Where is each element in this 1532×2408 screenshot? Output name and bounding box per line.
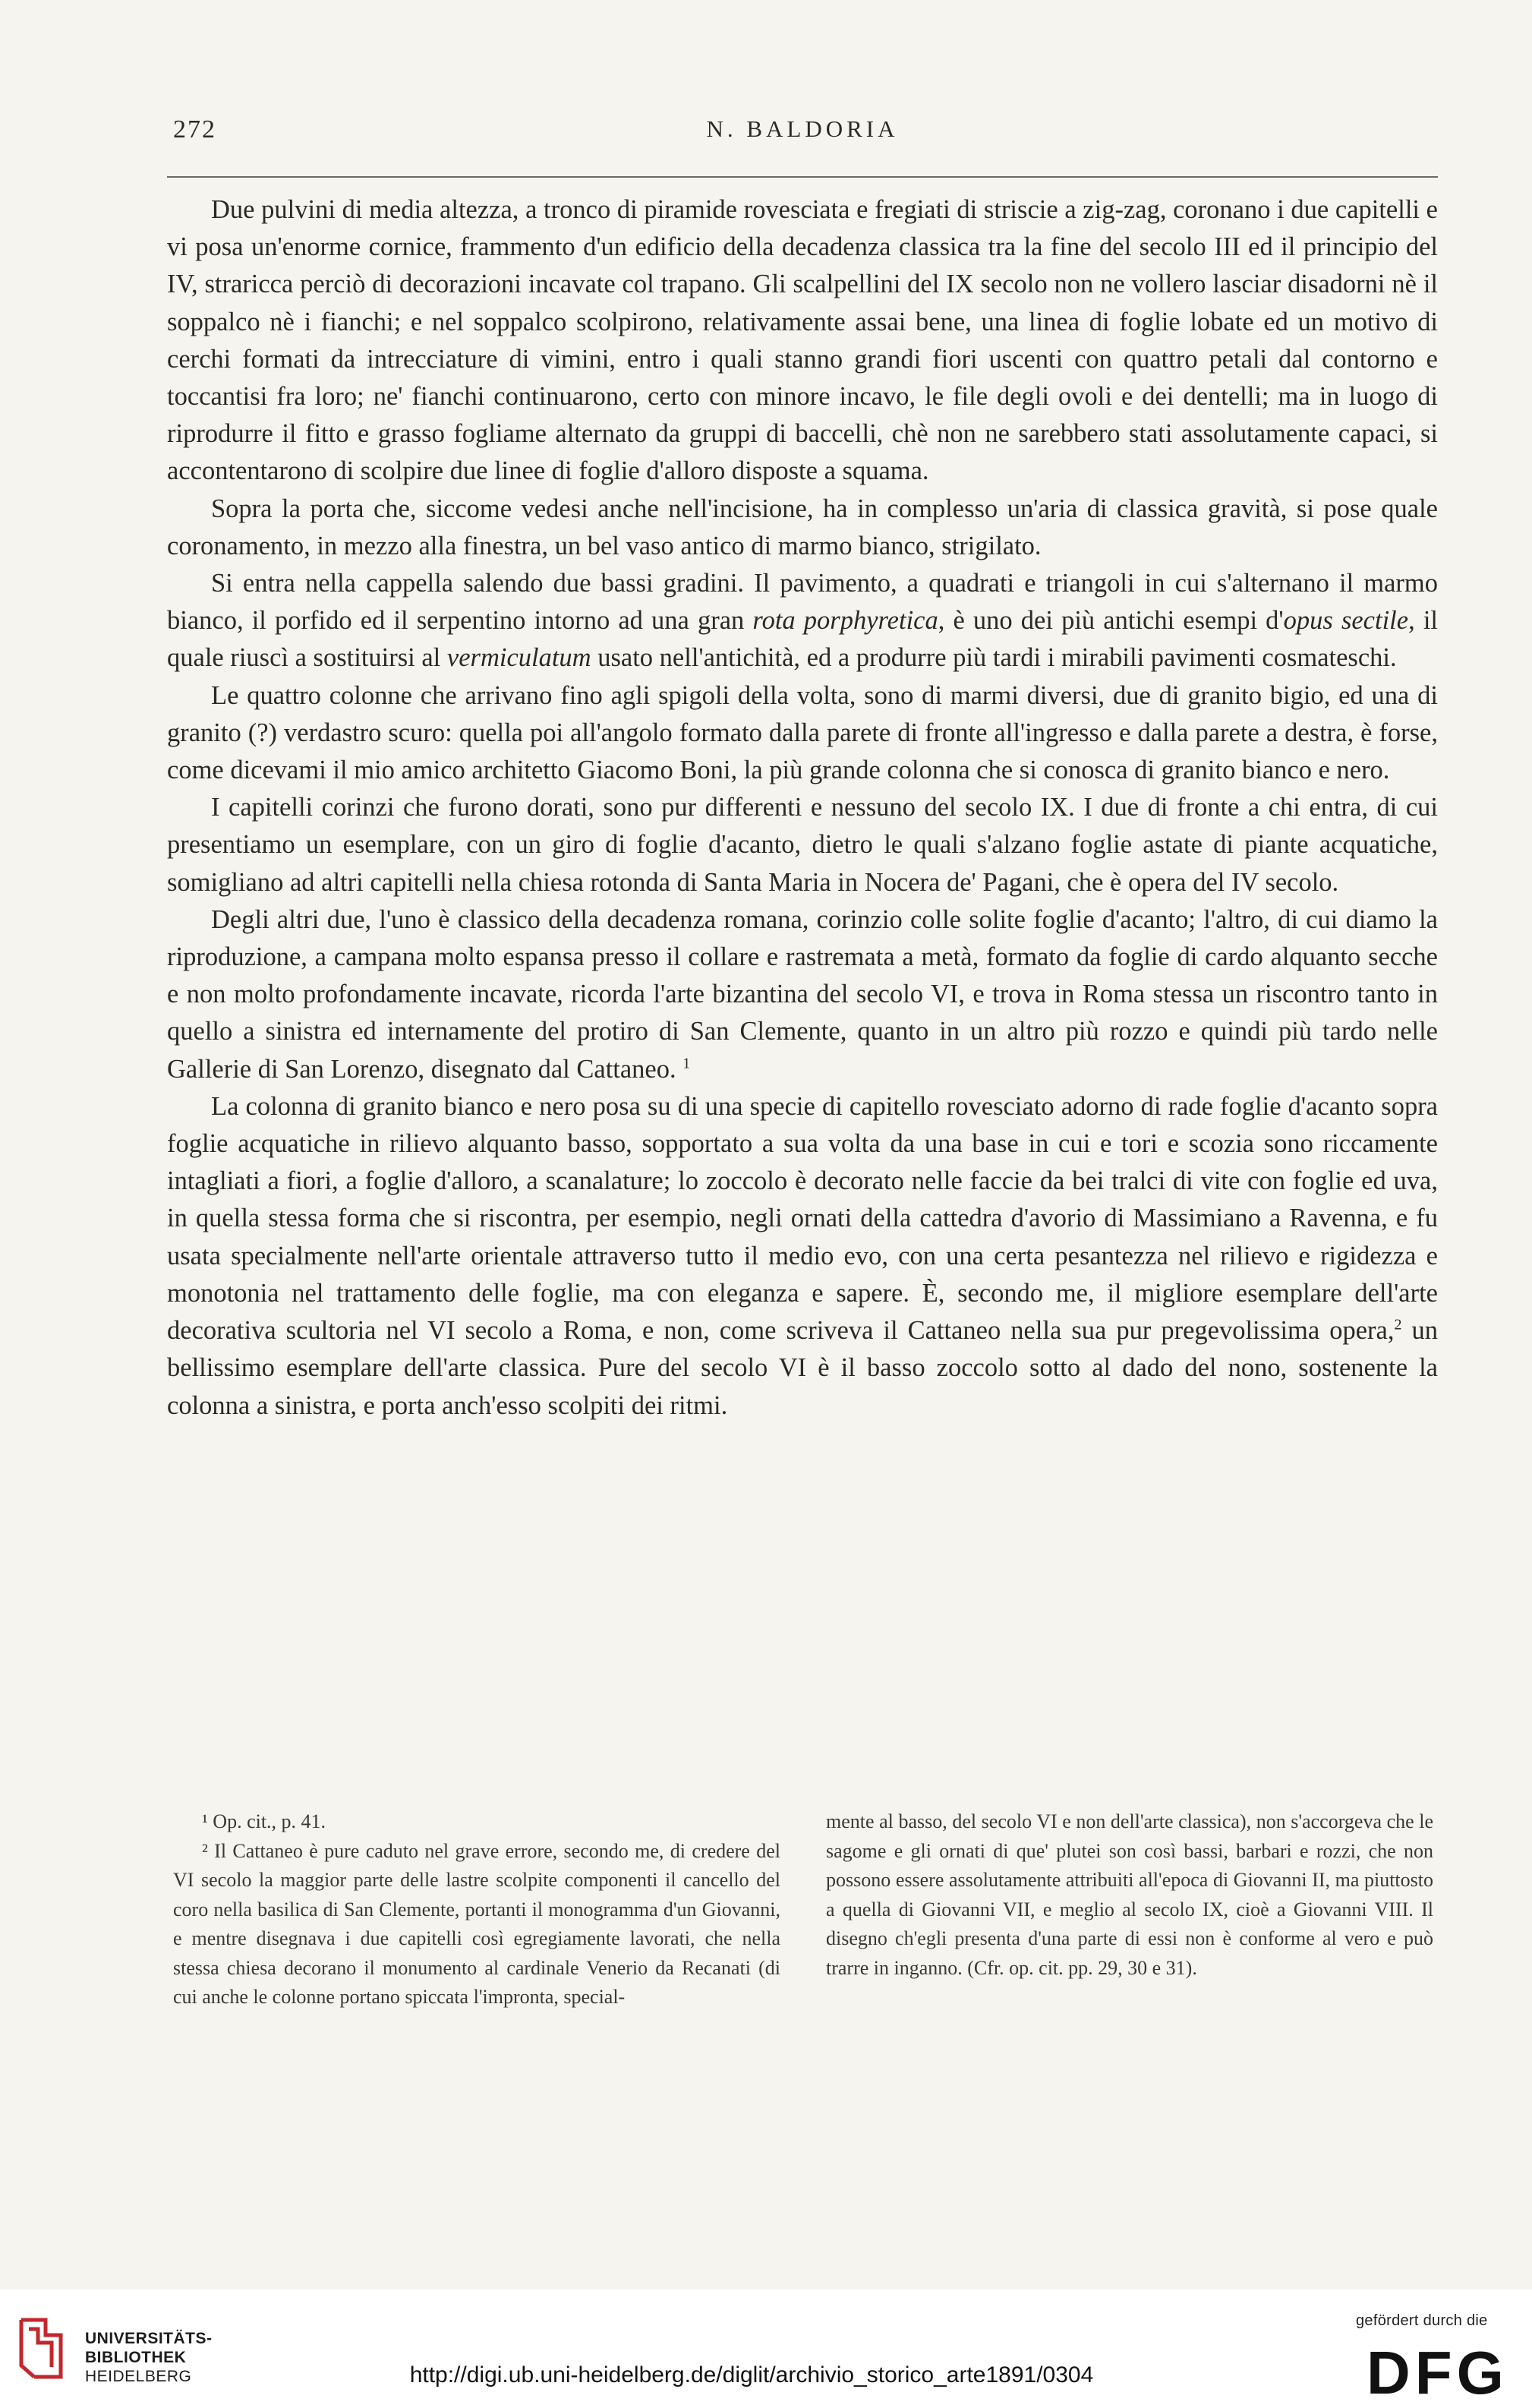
funding-note: gefördert durch die xyxy=(1356,2312,1488,2329)
dfg-logo: DFG xyxy=(1367,2339,1508,2406)
footnotes xyxy=(167,1807,1438,2126)
running-header xyxy=(167,115,1438,153)
paragraph-5: I capitelli corinzi che furono dorati, sono pur differenti e nessuno del secolo IX. I due di fronte a chi entra, di cui presentiamo un esemplare, con un giro di foglie d'acanto, dietro le quali s'alzano foglie astate di piante acquatiche, somigliano ad altri capitelli nella chiesa rotonda di Santa Maria in Nocera de' Pagani, che è opera del IV secolo. xyxy=(167,793,1438,897)
footnote-ref[interactable]: 2 xyxy=(1394,1316,1402,1333)
library-name xyxy=(85,2329,213,2386)
header-rule xyxy=(167,176,1438,178)
viewer-footer xyxy=(0,2290,1532,2408)
paragraph-3 xyxy=(167,565,1438,677)
text-run: un bellissimo esemplare dell'arte classica. Pure del secolo VI è il basso zoccolo sotto al dado del nono, sostenente la colonna a sinistra, e porta anch'esso scolpiti dei ritmi. xyxy=(167,1316,1438,1420)
text-run: , il quale riuscì a sostituirsi al xyxy=(167,606,1439,673)
text-run: , è uno dei più antichi esempi d' xyxy=(938,606,1284,636)
paragraph-6 xyxy=(167,901,1438,1088)
library-line-2: BIBLIOTHEK xyxy=(85,2349,187,2366)
running-title: N. BALDORIA xyxy=(706,115,899,142)
library-line-1: UNIVERSITÄTS- xyxy=(85,2330,213,2347)
text-run: Si entra nella cappella salendo due bassi gradini. Il pavimento, a quadrati e triangoli in cui s'alternano il marmo bianco, il porfido ed il serpentino intorno ad una gran xyxy=(167,569,1438,636)
university-library-logo-icon xyxy=(15,2312,68,2384)
footnote-1: ¹ Op. cit., p. 41. xyxy=(202,1810,326,1832)
footnotes-right-column xyxy=(826,1807,1433,1983)
paragraph-2: Sopra la porta che, siccome vedesi anche nell'incisione, ha in complesso un'aria di classica gravità, si pose quale coronamento, in mezzo alla finestra, un bel vaso antico di marmo bianco, strigilato. xyxy=(167,494,1438,560)
main-text xyxy=(167,191,1438,1425)
text-run: usato nell'antichità, ed a produrre più tardi i mirabili pavimenti cosmateschi. xyxy=(591,643,1397,673)
footnotes-left-column xyxy=(173,1807,780,2012)
paragraph-4: Le quattro colonne che arrivano fino agli spigoli della volta, sono di marmi diversi, due di granito bigio, ed una di granito (?) verdastro scuro: quella poi all'angolo formato dalla parete di fronte all'ingresso e dalla parete a destra, è forse, come dicevami il mio amico architetto Giacomo Boni, la più grande colonna che si conosca di granito bianco e nero. xyxy=(167,680,1438,785)
footnote-2-continued: mente al basso, del secolo VI e non dell'arte classica), non s'accorgeva che le sagome e gli ornati di que' plutei son così bassi, barbari e rozzi, che non possono essere assolutamente attribuiti all'epoca di Giovanni II, ma piuttosto a quella di Giovanni VII, e meglio al secolo IX, cioè a Giovanni VIII. Il disegno ch'egli presenta d'una parte di essi non è conforme al vero e può trarre in inganno. (Cfr. op. cit. pp. 29, 30 e 31). xyxy=(826,1810,1433,1979)
permalink[interactable]: http://digi.ub.uni-heidelberg.de/diglit/archivio_storico_arte1891/0304 xyxy=(409,2362,1094,2387)
library-line-3: HEIDELBERG xyxy=(85,2368,192,2385)
footnote-2: ² Il Cattaneo è pure caduto nel grave errore, secondo me, di credere del VI secolo la maggior parte delle lastre scolpite componenti il cancello del coro nella basilica di San Clemente, portanti il monogramma d'un Giovanni, e mentre disegnava i due capitelli così egregiamente lavorati, che nella stessa chiesa decorano il monumento al cardinale Venerio da Recanati (di cui anche le colonne portano spiccata l'impronta, special- xyxy=(173,1839,780,2008)
italic-term: rota porphyretica xyxy=(752,606,938,636)
italic-term: opus sectile xyxy=(1283,606,1409,636)
footnote-ref[interactable]: 1 xyxy=(682,1055,691,1072)
page-number: 272 xyxy=(173,115,216,144)
text-run: La colonna di granito bianco e nero posa su di una specie di capitello rovesciato adorno di rade foglie d'acanto sopra foglie acquatiche in rilievo alquanto basso, sopportato a sua volta da una base in cui e tori e scozia sono riccamente intagliati a fiori, a foglie d'alloro, a scanalature; lo zoccolo è decorato nelle faccie da bei tralci di vite con foglie ed uva, in quella stessa forma che si riscontra, per esempio, negli ornati della cattedra d'avorio di Massimiano a Ravenna, e fu usata specialmente nell'arte orientale attraverso tutto il medio evo, con una certa pesantezza nel rilievo e rigidezza e monotonia nel trattamento delle foglie, ma con eleganza e sapere. È, secondo me, il migliore esemplare dell'arte decorativa scultoria nel VI secolo a Roma, e non, come scriveva il Cattaneo nella sua pur pregevolissima opera, xyxy=(167,1091,1438,1346)
italic-term: vermiculatum xyxy=(446,643,591,673)
text-run: Degli altri due, l'uno è classico della decadenza romana, corinzio colle solite foglie d'acanto; l'altro, di cui diamo la riproduzione, a campana molto espansa presso il collare e rastremata a metà, formato da foglie di cardo alquanto secche e non molto profondamente incavate, ricorda l'arte bizantina del secolo VI, e trova in Roma stessa un riscontro tanto in quello a sinistra ed internamente del protiro di San Clemente, quanto in un altro più rozzo e quindi più tardo nelle Gallerie di San Lorenzo, disegnato dal Cattaneo. xyxy=(167,904,1438,1084)
paragraph-1: Due pulvini di media altezza, a tronco di piramide rovesciata e fregiati di striscie a zig-zag, coronano i due capitelli e vi posa un'enorme cornice, frammento d'un edificio della decadenza classica tra la fine del secolo III ed il principio del IV, straricca perciò di decorazioni incavate col trapano. Gli scalpellini del IX secolo non ne vollero lasciar disadorni nè il soppalco nè i fianchi; e nel soppalco scolpirono, relativamente assai bene, una linea di foglie lobate ed un motivo di cerchi formati da intrecciature di vimini, entro i quali stanno grandi fiori uscenti con quattro petali dal contorno e toccantisi fra loro; ne' fianchi continuarono, certo con minore incavo, le file degli ovoli e dei dentelli; ma in luogo di riprodurre il fitto e grasso fogliame alternato da gruppi di baccelli, chè non ne sarebbero stati assolutamente capaci, si accontentarono di scolpire due linee di foglie d'alloro disposte a squama. xyxy=(167,195,1438,486)
paragraph-7 xyxy=(167,1088,1438,1425)
